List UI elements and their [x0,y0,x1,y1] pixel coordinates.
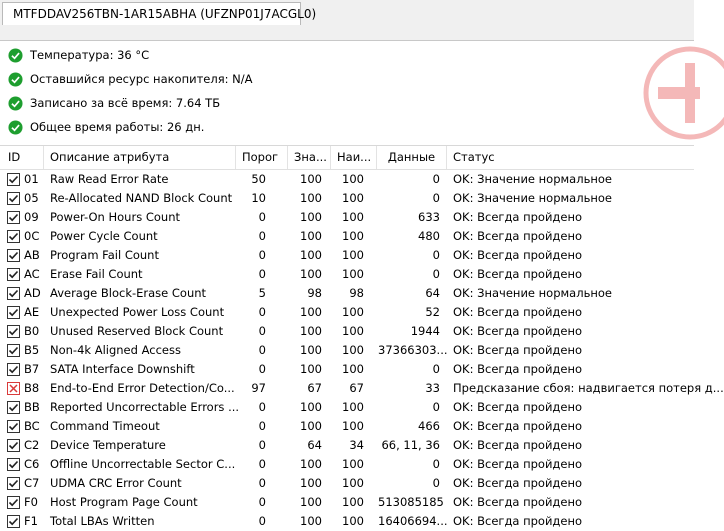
raw-value: 0 [432,362,440,376]
threshold-value: 0 [258,438,266,452]
worst-value: 100 [342,191,364,205]
threshold-value: 0 [258,514,266,528]
checkbox-checked-icon[interactable] [7,477,20,490]
current-value: 100 [300,267,322,281]
raw-value: 0 [432,267,440,281]
info-panel [0,41,694,146]
table-row[interactable] [0,360,694,379]
threshold-value: 10 [251,191,266,205]
attribute-name: Program Fail Count [50,248,159,262]
attribute-id: AD [24,286,41,300]
status-text: OK: Значение нормальное [453,172,612,186]
status-text: OK: Всегда пройдено [453,267,583,281]
threshold-value: 0 [258,400,266,414]
raw-value: 0 [432,248,440,262]
worst-value: 100 [342,400,364,414]
attribute-id: B8 [24,381,40,395]
checkbox-x-icon[interactable] [7,382,20,395]
header-description[interactable]: Описание атрибута [44,146,236,169]
current-value: 100 [300,324,322,338]
current-value: 100 [300,172,322,186]
attribute-name: Non-4k Aligned Access [50,343,181,357]
header-raw[interactable]: Данные [377,146,447,169]
drive-tab[interactable] [2,2,317,25]
attribute-name: Total LBAs Written [50,514,155,528]
status-text: OK: Всегда пройдено [453,495,583,509]
table-header [0,146,694,170]
info-total-written [8,94,220,112]
status-text: OK: Значение нормальное [453,191,612,205]
checkbox-checked-icon[interactable] [7,249,20,262]
raw-value: 1944 [410,324,440,338]
current-value: 100 [300,419,322,433]
raw-value: 466 [418,419,440,433]
attribute-name: SATA Interface Downshift [50,362,195,376]
attribute-name: UDMA CRC Error Count [50,476,182,490]
table-row[interactable] [0,474,694,493]
worst-value: 100 [342,229,364,243]
attribute-id: 0C [24,229,40,243]
worst-value: 100 [342,514,364,528]
status-text: OK: Всегда пройдено [453,457,583,471]
header-status[interactable]: Статус [453,150,495,164]
checkbox-checked-icon[interactable] [7,211,20,224]
status-text: OK: Всегда пройдено [453,229,583,243]
raw-value: 0 [432,476,440,490]
attribute-id: AC [24,267,40,281]
table-row[interactable] [0,341,694,360]
current-value: 98 [307,286,322,300]
checkbox-checked-icon[interactable] [7,325,20,338]
attribute-id: BC [24,419,40,433]
threshold-value: 0 [258,362,266,376]
current-value: 64 [307,438,322,452]
checkbox-checked-icon[interactable] [7,306,20,319]
attribute-id: B0 [24,324,40,338]
checkbox-checked-icon[interactable] [7,287,20,300]
temperature-text: Температура: 36 °C [30,48,150,62]
table-row[interactable] [0,493,694,512]
threshold-value: 0 [258,267,266,281]
attribute-id: B7 [24,362,40,376]
attribute-id: 05 [24,191,39,205]
checkbox-checked-icon[interactable] [7,344,20,357]
attribute-name: Unexpected Power Loss Count [50,305,225,319]
current-value: 100 [300,248,322,262]
attribute-id: C6 [24,457,40,471]
table-row[interactable] [0,208,694,227]
attribute-id: C2 [24,438,40,452]
threshold-value: 0 [258,324,266,338]
current-value: 100 [300,400,322,414]
checkbox-checked-icon[interactable] [7,230,20,243]
info-power-on-time [8,118,204,136]
threshold-value: 0 [258,343,266,357]
status-text: OK: Всегда пройдено [453,514,583,528]
checkbox-checked-icon[interactable] [7,173,20,186]
current-value: 100 [300,476,322,490]
status-text: OK: Всегда пройдено [453,248,583,262]
status-text: OK: Значение нормальное [453,286,612,300]
attribute-name: Device Temperature [50,438,166,452]
attribute-name: Erase Fail Count [50,267,143,281]
status-text: OK: Всегда пройдено [453,210,583,224]
remaining-life-text: Оставшийся ресурс накопителя: N/A [30,72,253,86]
attribute-name: Offline Uncorrectable Sector C... [50,457,236,471]
current-value: 100 [300,229,322,243]
checkbox-checked-icon[interactable] [7,401,20,414]
worst-value: 100 [342,248,364,262]
checkbox-checked-icon[interactable] [7,420,20,433]
raw-value: 16406694... [378,514,448,528]
status-text: OK: Всегда пройдено [453,419,583,433]
attribute-id: F1 [24,514,38,528]
raw-value: 0 [432,172,440,186]
checkbox-checked-icon[interactable] [7,439,20,452]
status-text: OK: Всегда пройдено [453,362,583,376]
threshold-value: 50 [251,172,266,186]
attribute-name: Re-Allocated NAND Block Count [50,191,233,205]
threshold-value: 0 [258,248,266,262]
status-text: OK: Всегда пройдено [453,324,583,338]
worst-value: 100 [342,343,364,357]
status-text: OK: Всегда пройдено [453,476,583,490]
current-value: 100 [300,343,322,357]
attribute-name: Raw Read Error Rate [50,172,169,186]
attribute-name: Unused Reserved Block Count [50,324,224,338]
status-text: Предсказание сбоя: надвигается потеря д... [453,381,724,395]
attribute-id: AE [24,305,40,319]
worst-value: 100 [342,457,364,471]
table-row[interactable] [0,170,694,189]
current-value: 100 [300,514,322,528]
info-remaining-life [8,70,253,88]
attribute-id: C7 [24,476,40,490]
header-threshold[interactable]: Порог [236,146,288,169]
worst-value: 100 [342,210,364,224]
table-row[interactable] [0,284,694,303]
table-row[interactable] [0,265,694,284]
current-value: 100 [300,191,322,205]
table-row[interactable] [0,189,694,208]
total-written-text: Записано за всё время: 7.64 ТБ [30,96,221,110]
worst-value: 100 [342,172,364,186]
threshold-value: 0 [258,476,266,490]
worst-value: 100 [342,495,364,509]
status-text: OK: Всегда пройдено [453,343,583,357]
table-row[interactable] [0,417,694,436]
raw-value: 66, 11, 36 [381,438,440,452]
attribute-name: Command Timeout [50,419,160,433]
header-id[interactable]: ID [0,146,44,169]
attribute-id: B5 [24,343,40,357]
raw-value: 37366303... [378,343,448,357]
attribute-name: Reported Uncorrectable Errors ... [50,400,240,414]
attribute-id: 09 [24,210,39,224]
threshold-value: 0 [258,495,266,509]
attribute-id: BB [24,400,40,414]
attribute-name: Power-On Hours Count [50,210,180,224]
drive-label: MTFDDAV256TBN-1AR15ABHA (UFZNP01J7ACGL0) [13,7,317,21]
current-value: 67 [307,381,322,395]
table-row[interactable] [0,303,694,322]
checkbox-checked-icon[interactable] [7,458,20,471]
smart-attributes-table [0,146,724,530]
raw-value: 52 [425,305,440,319]
status-text: OK: Всегда пройдено [453,305,583,319]
checkbox-checked-icon[interactable] [7,363,20,376]
raw-value: 480 [418,229,440,243]
current-value: 100 [300,362,322,376]
worst-value: 98 [349,286,364,300]
green-check-circle-icon [8,72,23,87]
raw-value: 0 [432,457,440,471]
attribute-id: F0 [24,495,38,509]
current-value: 100 [300,210,322,224]
worst-value: 100 [342,476,364,490]
status-text: OK: Всегда пройдено [453,438,583,452]
threshold-value: 0 [258,419,266,433]
table-row[interactable] [0,436,694,455]
green-check-circle-icon [8,120,23,135]
table-row[interactable] [0,246,694,265]
checkbox-checked-icon[interactable] [7,515,20,528]
checkbox-checked-icon[interactable] [7,268,20,281]
attribute-name: End-to-End Error Detection/Co... [50,381,235,395]
raw-value: 633 [418,210,440,224]
current-value: 100 [300,457,322,471]
table-row[interactable] [0,227,694,246]
raw-value: 33 [425,381,440,395]
threshold-value: 0 [258,229,266,243]
current-value: 100 [300,305,322,319]
green-check-circle-icon [8,96,23,111]
worst-value: 100 [342,267,364,281]
worst-value: 100 [342,419,364,433]
table-row[interactable] [0,398,694,417]
raw-value: 0 [432,400,440,414]
attribute-name: Power Cycle Count [50,229,158,243]
drive-bar [0,0,694,41]
attribute-id: AB [24,248,40,262]
worst-value: 100 [342,324,364,338]
worst-value: 67 [349,381,364,395]
checkbox-checked-icon[interactable] [7,192,20,205]
threshold-value: 5 [258,286,266,300]
attribute-name: Average Block-Erase Count [50,286,207,300]
checkbox-checked-icon[interactable] [7,496,20,509]
current-value: 100 [300,495,322,509]
threshold-value: 0 [258,305,266,319]
threshold-value: 0 [258,210,266,224]
table-row[interactable] [0,512,694,531]
status-text: OK: Всегда пройдено [453,400,583,414]
attribute-id: 01 [24,172,39,186]
header-worst[interactable]: Наи... [331,146,377,169]
power-on-time-text: Общее время работы: 26 дн. [30,120,205,134]
info-temperature [8,46,149,64]
attribute-name: Host Program Page Count [50,495,198,509]
raw-value: 513085185 [378,495,444,509]
threshold-value: 97 [251,381,266,395]
health-warning-icon [630,43,700,143]
raw-value: 64 [425,286,440,300]
header-value[interactable]: Зна... [288,146,331,169]
threshold-value: 0 [258,457,266,471]
table-row[interactable] [0,455,694,474]
table-row[interactable] [0,322,694,341]
raw-value: 0 [432,191,440,205]
green-check-circle-icon [8,48,23,63]
worst-value: 100 [342,305,364,319]
table-row[interactable] [0,379,724,398]
worst-value: 100 [342,362,364,376]
worst-value: 34 [349,438,364,452]
